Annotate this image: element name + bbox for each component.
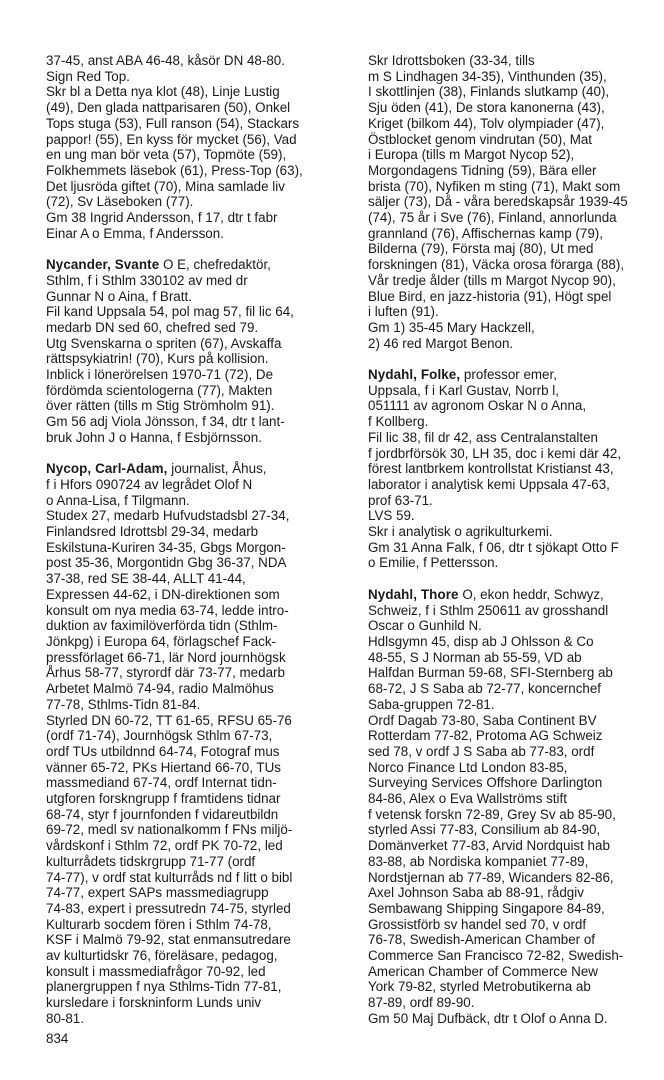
entry-continuation (368, 53, 658, 351)
entry-body: O, ekon heddr, Schwyz, Schweiz, f i Sthlm 250611 av grosshandl Oscar o Gunhild N. Hdlsgymn 45, disp ab J Ohlsson & Co 48-55, S J Norman ab 55-59, VD ab Halfdan Burman 59-68, SFI-Sternberg ab 68-72, J S Saba ab 72-77, koncernchef Saba-gruppen 72-81. Ordf Dagab 73-80, Saba Continent BV Rotterdam 77-82, Protoma AG Schweiz sed 78, v ordf J S Saba ab 77-83, ordf Norco Finance Ltd London 83-85, Surveying Services Offshore Darlington 84-86, Alex o Eva Wallströms stift f vetensk forskn 72-89, Grey Sv ab 85-90, styrled Assi 77-83, Consilium ab 84-90, Domänverket 77-83, Arvid Nordquist hab 83-88, ab Nordiska kompaniet 77-89, Nordstjernan ab 77-89, Wicanders 82-86, Axel Johnson Saba ab 88-91, rådgiv Sembawang Shipping Singapore 84-89, Grossistförb sv handel sed 70, v ordf 76-78, Swedish-American Chamber of Commerce San Francisco 72-82, Swedish- American Chamber of Commerce New York 79-82, styrled Metrobutikerna ab 87-89, ordf 89-90. Gm 50 Maj Dufbäck, dtr t Olof o Anna D. (368, 586, 624, 1026)
entry-heading: Nycop, Carl-Adam, (46, 461, 168, 477)
entry-nycop-carl-adam (46, 461, 328, 1026)
entry-text (46, 53, 328, 241)
entry-body: O E, chefredaktör, Sthlm, f i Sthlm 330102 av med dr Gunnar N o Aina, f Bratt. Fil kand Uppsala 54, pol mag 57, fil lic 64, medarb DN sed 60, chefred sed 79. Utg Svenskarna o spriten (67), Avskaffa rättspsykiatrin! (70), Kurs på kollision. Inblick i lönerörelsen 1970-71 (72), De fördömda scientologerna (77), Makten över rätten (tills m Stig Strömholm 91). Gm 56 adj Viola Jönsson, f 34, dtr t lant- bruk John J o Hanna, f Esbjörnsson. (46, 257, 294, 445)
entry-nydahl-folke (368, 367, 658, 571)
entry-text (368, 367, 658, 571)
entry-body: journalist, Åhus, f i Hfors 090724 av legrådet Olof N o Anna-Lisa, f Tilgmann. Studex 27, medarb Hufvudstadsbl 27-34, Finlandsred Idrottsbl 29-34, medarb Eskilstuna-Kuriren 34-35, Gbgs Morgon- post 35-36, Morgontidn Gbg 36-37, NDA 37-38, red SE 38-44, ALLT 41-44, Expressen 44-62, i DN-direktionen som konsult om nya media 63-74, ledde intro- duktion av faximilöverförda tidn (Sthlm- Jönkpg) i Europa 64, förlagschef Fack- pressförlaget 66-71, lär Nord journhögsk Århus 58-77, styrordf där 73-77, medarb Arbetet Malmö 74-94, radio Malmöhus 77-78, Sthlms-Tidn 81-84. Styrled DN 60-72, TT 61-65, RFSU 65-76 (ordf 71-74), Journhögsk Sthlm 67-73, ordf TUs utbildnnd 64-74, Fotograf mus vänner 65-72, PKs Hiertand 66-70, TUs massmediand 67-74, ordf Internat tidn- utgforen forskngrupp f framtidens tidnar 68-74, styr f journfonden f vidareutbildn 69-72, medl sv nationalkomm f FNs miljö- vårdskonf i Sthlm 72, ordf PK 70-72, led kulturrådets tidskrgrupp 71-77 (ordf 74-77), v ordf stat kulturråds nd f litt o bibl 74-77, expert SAPs massmediagrupp 74-83, expert i pressutredn 74-75, styrled Kulturarb socdem fören i Sthlm 74-78, KSF i Malmö 79-92, stat enmansutredare av kulturtidskr 76, föreläsare, pedagog, konsult i massmediafrågor 70-92, led planergruppen f nya Sthlms-Tidn 77-81, kursledare i forskninform Lunds univ 80-81. (46, 461, 293, 1026)
entry-body: 37-45, anst ABA 46-48, kåsör DN 48-80. Sign Red Top. Skr bl a Detta nya klot (48), Linje Lustig (49), Den glada nattparisaren (50), Onkel Tops stuga (53), Full ranson (54), Stackars pappor! (55), En kyss för mycket (56), Vad en ung man bör veta (57), Topmöte (59), Folkhemmets läsebok (61), Press-Top (63), Det ljusröda giftet (70), Mina samlade liv (72), Sv Läseboken (77). Gm 38 Ingrid Andersson, f 17, dtr t fabr Einar A o Emma, f Andersson. (46, 53, 303, 241)
entry-text (46, 461, 328, 1026)
entry-text (368, 53, 658, 351)
entry-heading: Nycander, Svante (46, 257, 160, 273)
entry-heading: Nydahl, Thore (368, 586, 459, 602)
entry-nydahl-thore (368, 587, 658, 1027)
entry-text (46, 257, 328, 445)
entry-text (368, 587, 658, 1027)
entry-heading: Nydahl, Folke, (368, 367, 461, 383)
entry-continuation (46, 53, 328, 241)
page-number: 834 (46, 1031, 69, 1046)
entry-body: Skr Idrottsboken (33-34, tills m S Lindhagen 34-35), Vinthunden (35), I skottlinjen (38), Finlands slutkamp (40), Sju öden (41), De stora kanonerna (43), Kriget (bilkom 44), Tolv olympiader (47), Östblocket genom vindrutan (50), Mat i Europa (tills m Margot Nycop 52), Morgondagens Tidning (59), Bära eller brista (70), Nyfiken m sting (71), Makt som säljer (73), Då - våra beredskapsår 1939-45 (74), 75 år i Sve (76), Finland, annorlunda grannland (76), Affischernas kamp (79), Bilderna (79), Första maj (80), Ut med forskningen (81), Väcka orosa förarga (88), Vår tredje ålder (tills m Margot Nycop 90), Blue Bird, en jazz-historia (91), Högt spel i luften (91). Gm 1) 35-45 Mary Hackzell, 2) 46 red Margot Benon. (368, 53, 628, 351)
left-column (46, 53, 328, 1042)
entry-body: professor emer, Uppsala, f i Karl Gustav, Norrb l, 051111 av agronom Oskar N o Anna, f Kollberg. Fil lic 38, fil dr 42, ass Centralanstalten f jordbrförsök 30, LH 35, doc i kemi där 42, förest lantbrkem kontrollstat Kristianst 43, laborator i analytisk kemi Uppsala 47-63, prof 63-71. LVS 59. Skr i analytisk o agrikulturkemi. Gm 31 Anna Falk, f 06, dtr t sjökapt Otto F o Emilie, f Pettersson. (368, 367, 622, 571)
entry-nycander-svante (46, 257, 328, 445)
right-column (368, 53, 658, 1042)
